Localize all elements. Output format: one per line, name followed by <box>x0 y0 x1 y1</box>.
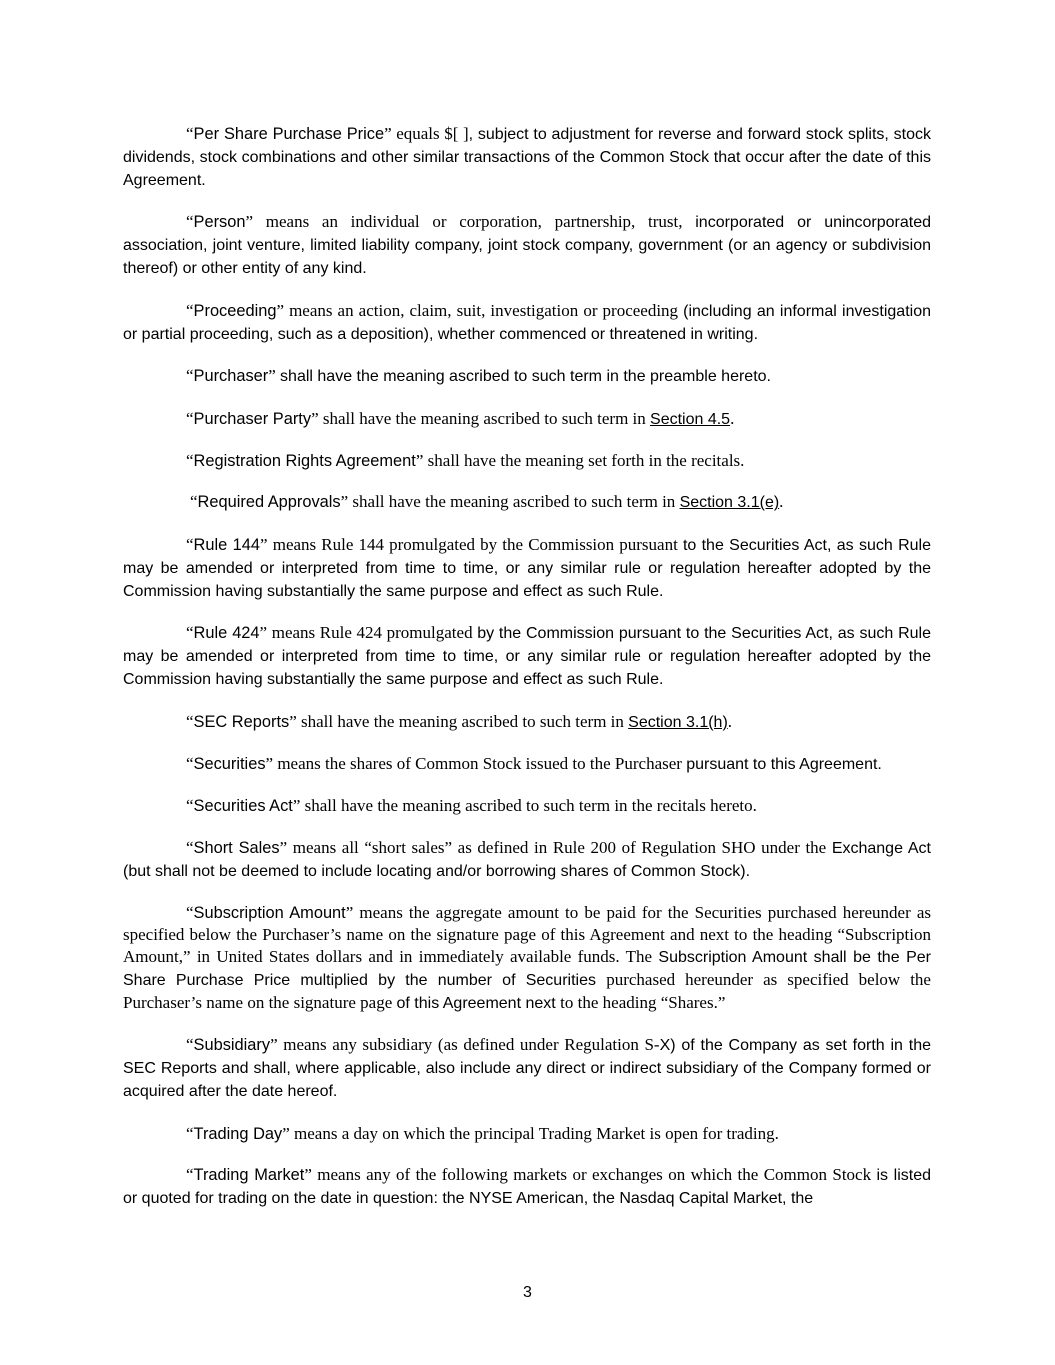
definition-text: shall have the meaning ascribed to such term in <box>318 408 651 428</box>
defined-term: Person <box>193 213 246 232</box>
definition-short-sales: “Short Sales” means all “short sales” as defined in Rule 200 of Regulation SHO under the Exchange Act (but shall not be deemed to include locating and/or borrowing shares of Common Stock). <box>123 837 931 880</box>
defined-term: Rule 144 <box>193 535 261 554</box>
definition-text: means the shares of Common Stock issued to the Purchaser <box>273 753 687 773</box>
definition-text: shall have the meaning ascribed to such term in the preamble hereto. <box>280 368 771 386</box>
definition-text: shall have the meaning ascribed to such term in <box>348 492 680 512</box>
definition-text: to the heading “Shares.” <box>560 993 726 1013</box>
definition-text: Exchange Act (but shall not be deemed to include locating and/or borrowing shares of Common Stock). <box>123 839 931 880</box>
definition-text: by the Commission pursuant to the Securities Act, as such Rule may be amended or interpreted from time to time, or any similar rule or regulation hereafter adopted by the Commission having substantially the same purpose and effect as such Rule. <box>123 625 931 689</box>
defined-term: Trading Day <box>193 1124 283 1143</box>
defined-term: Per Share Purchase Price <box>193 125 385 143</box>
section-reference-link[interactable]: Section 3.1(e) <box>679 494 780 512</box>
definition-rule-424: “Rule 424” means Rule 424 promulgated by the Commission pursuant to the Securities Act, as such Rule may be amended or interpreted from time to time, or any similar rule or regulation hereafter adopted by the Commission having substantially the same purpose and effect as such Rule. <box>123 623 931 689</box>
definition-text: X) of the Company as set forth in the SEC Reports and shall, where applicable, also include any direct or indirect subsidiary of the Company formed or acquired after the date hereof. <box>123 1037 931 1101</box>
defined-term: Securities Act <box>193 797 293 816</box>
definition-rule-144: “Rule 144” means Rule 144 promulgated by the Commission pursuant to the Securities Act, as such Rule may be amended or interpreted from time to time, or any similar rule or regulation hereafter adopted by the Commission having substantially the same purpose and effect as such Rule. <box>123 534 931 600</box>
definition-sec-reports: “SEC Reports” shall have the meaning ascribed to such term in Section 3.1(h). <box>186 711 733 731</box>
definition-text: means Rule 424 promulgated <box>267 623 478 643</box>
definition-per-share-purchase-price: “Per Share Purchase Price” equals $[ ], subject to adjustment for reverse and forward stock splits, stock dividends, stock combinations and other similar transactions of the Common Stock that occur after the date of this Agreement. <box>123 124 931 189</box>
definition-text: (including an informal investigation or partial proceeding, such as a deposition), whether commenced or threatened in writing. <box>123 302 931 343</box>
section-reference-link[interactable]: Section 3.1(h) <box>628 713 728 731</box>
definition-text: to the Securities Act, as such Rule may be amended or interpreted from time to time, or any similar rule or regulation hereafter adopted by the Commission having substantially the same purpose and effect as such Rule. <box>123 536 931 600</box>
definition-trading-day: “Trading Day” means a day on which the principal Trading Market is open for trading. <box>186 1123 779 1143</box>
defined-term: Required Approvals <box>197 493 341 512</box>
definition-text: means any subsidiary (as defined under Regulation S- <box>277 1035 660 1055</box>
definition-text: shall have the meaning ascribed to such term in <box>296 711 629 731</box>
page-number: 3 <box>523 1284 532 1301</box>
document-body <box>123 123 931 1230</box>
definition-required-approvals: “Required Approvals” shall have the meaning ascribed to such term in Section 3.1(e). <box>190 492 784 512</box>
defined-term: Proceeding <box>193 301 277 320</box>
definition-text: means Rule 144 promulgated by the Commission pursuant <box>267 534 683 554</box>
definition-text: means any of the following markets or exchanges on which the Common Stock <box>311 1165 877 1185</box>
defined-term: Registration Rights Agreement <box>193 451 416 470</box>
defined-term: Rule 424 <box>193 624 260 643</box>
definition-person: “Person” means an individual or corporation, partnership, trust, incorporated or unincorporated association, joint venture, limited liability company, joint stock company, government (or an agency or subdivision thereof) or other entity of any kind. <box>123 212 931 278</box>
definition-subsidiary: “Subsidiary” means any subsidiary (as defined under Regulation S-X) of the Company as set forth in the SEC Reports and shall, where applicable, also include any direct or indirect subsidiary of the Company formed or acquired after the date hereof. <box>123 1035 931 1101</box>
definition-text: means the aggregate amount to be paid for the Securities purchased hereunder as specified below the Purchaser’s name on the signature page of this Agreement and next to the heading “Subscription Amount,” in United States dollars and in immediately available funds. The <box>123 903 931 967</box>
defined-term: Purchaser Party <box>193 409 312 428</box>
section-reference-link[interactable]: Section 4.5 <box>650 410 731 428</box>
definition-text: . <box>779 492 784 512</box>
definition-trading-market: “Trading Market” means any of the following markets or exchanges on which the Common Stock is listed or quoted for trading on the date in question: the NYSE American, the Nasdaq Capital Market, the <box>123 1165 931 1208</box>
definition-securities: “Securities” means the shares of Common Stock issued to the Purchaser pursuant to this Agreement. <box>186 753 882 773</box>
definition-text: means a day on which the principal Trading Market is open for trading. <box>289 1123 779 1143</box>
definition-text: of this Agreement next <box>396 995 561 1013</box>
definition-text: . <box>730 408 735 428</box>
definition-text: means an individual or corporation, partnership, trust, <box>253 212 696 232</box>
definition-purchaser-party: “Purchaser Party” shall have the meaning ascribed to such term in Section 4.5. <box>186 408 735 428</box>
definition-text: shall have the meaning set forth in the recitals. <box>423 450 745 470</box>
definition-proceeding: “Proceeding” means an action, claim, suit, investigation or proceeding (including an informal investigation or partial proceeding, such as a deposition), whether commenced or threatened in writing. <box>123 300 931 343</box>
definition-subscription-amount: “Subscription Amount” means the aggregate amount to be paid for the Securities purchased hereunder as specified below the Purchaser’s name on the signature page of this Agreement and next to the heading “Subscription Amount,” in United States dollars and in immediately available funds. The Subscription Amount shall be the Per Share Purchase Price multiplied by the number of Securities purchased hereunder as specified below the Purchaser’s name on the signature page of this Agreement next to the heading “Shares.” <box>123 903 931 1013</box>
defined-term: Securities <box>193 754 266 773</box>
definition-text: shall have the meaning ascribed to such term in the recitals hereto. <box>300 796 757 816</box>
defined-term: Subsidiary <box>193 1036 271 1055</box>
definition-text: pursuant to this Agreement. <box>686 755 882 773</box>
definition-text: , subject to adjustment for reverse and forward stock splits, stock dividends, stock combinations and other similar transactions of the Common Stock that occur after the date of this Agreement. <box>123 126 931 189</box>
defined-term: Trading Market <box>193 1166 305 1185</box>
defined-term: Subscription Amount <box>193 904 346 923</box>
definition-text: . <box>727 711 733 731</box>
definition-securities-act: “Securities Act” shall have the meaning ascribed to such term in the recitals hereto. <box>186 796 757 816</box>
defined-term: Purchaser <box>193 367 269 386</box>
defined-term: SEC Reports <box>193 712 290 731</box>
defined-term: Short Sales <box>193 838 280 857</box>
definition-text: is listed or quoted for trading on the date in question: the NYSE American, the Nasdaq Capital Market, the <box>123 1167 931 1208</box>
definition-text: purchased hereunder as specified below the Purchaser’s name on the signature page <box>123 970 931 1013</box>
definition-text: means all “short sales” as defined in Rule 200 of Regulation SHO under the <box>287 837 832 857</box>
definition-purchaser: “Purchaser” shall have the meaning ascribed to such term in the preamble hereto. <box>186 366 771 386</box>
definition-text: incorporated or unincorporated association, joint venture, limited liability company, joint stock company, government (or an agency or subdivision thereof) or other entity of any kind. <box>123 214 931 278</box>
definition-text: means an action, claim, suit, investigation or proceeding <box>284 300 684 320</box>
definition-text: equals $[ ] <box>391 124 469 143</box>
definition-text: Subscription Amount shall be the Per Share Purchase Price multiplied by the number of Securities <box>123 949 931 990</box>
definition-registration-rights-agreement: “Registration Rights Agreement” shall have the meaning set forth in the recitals. <box>186 450 745 470</box>
